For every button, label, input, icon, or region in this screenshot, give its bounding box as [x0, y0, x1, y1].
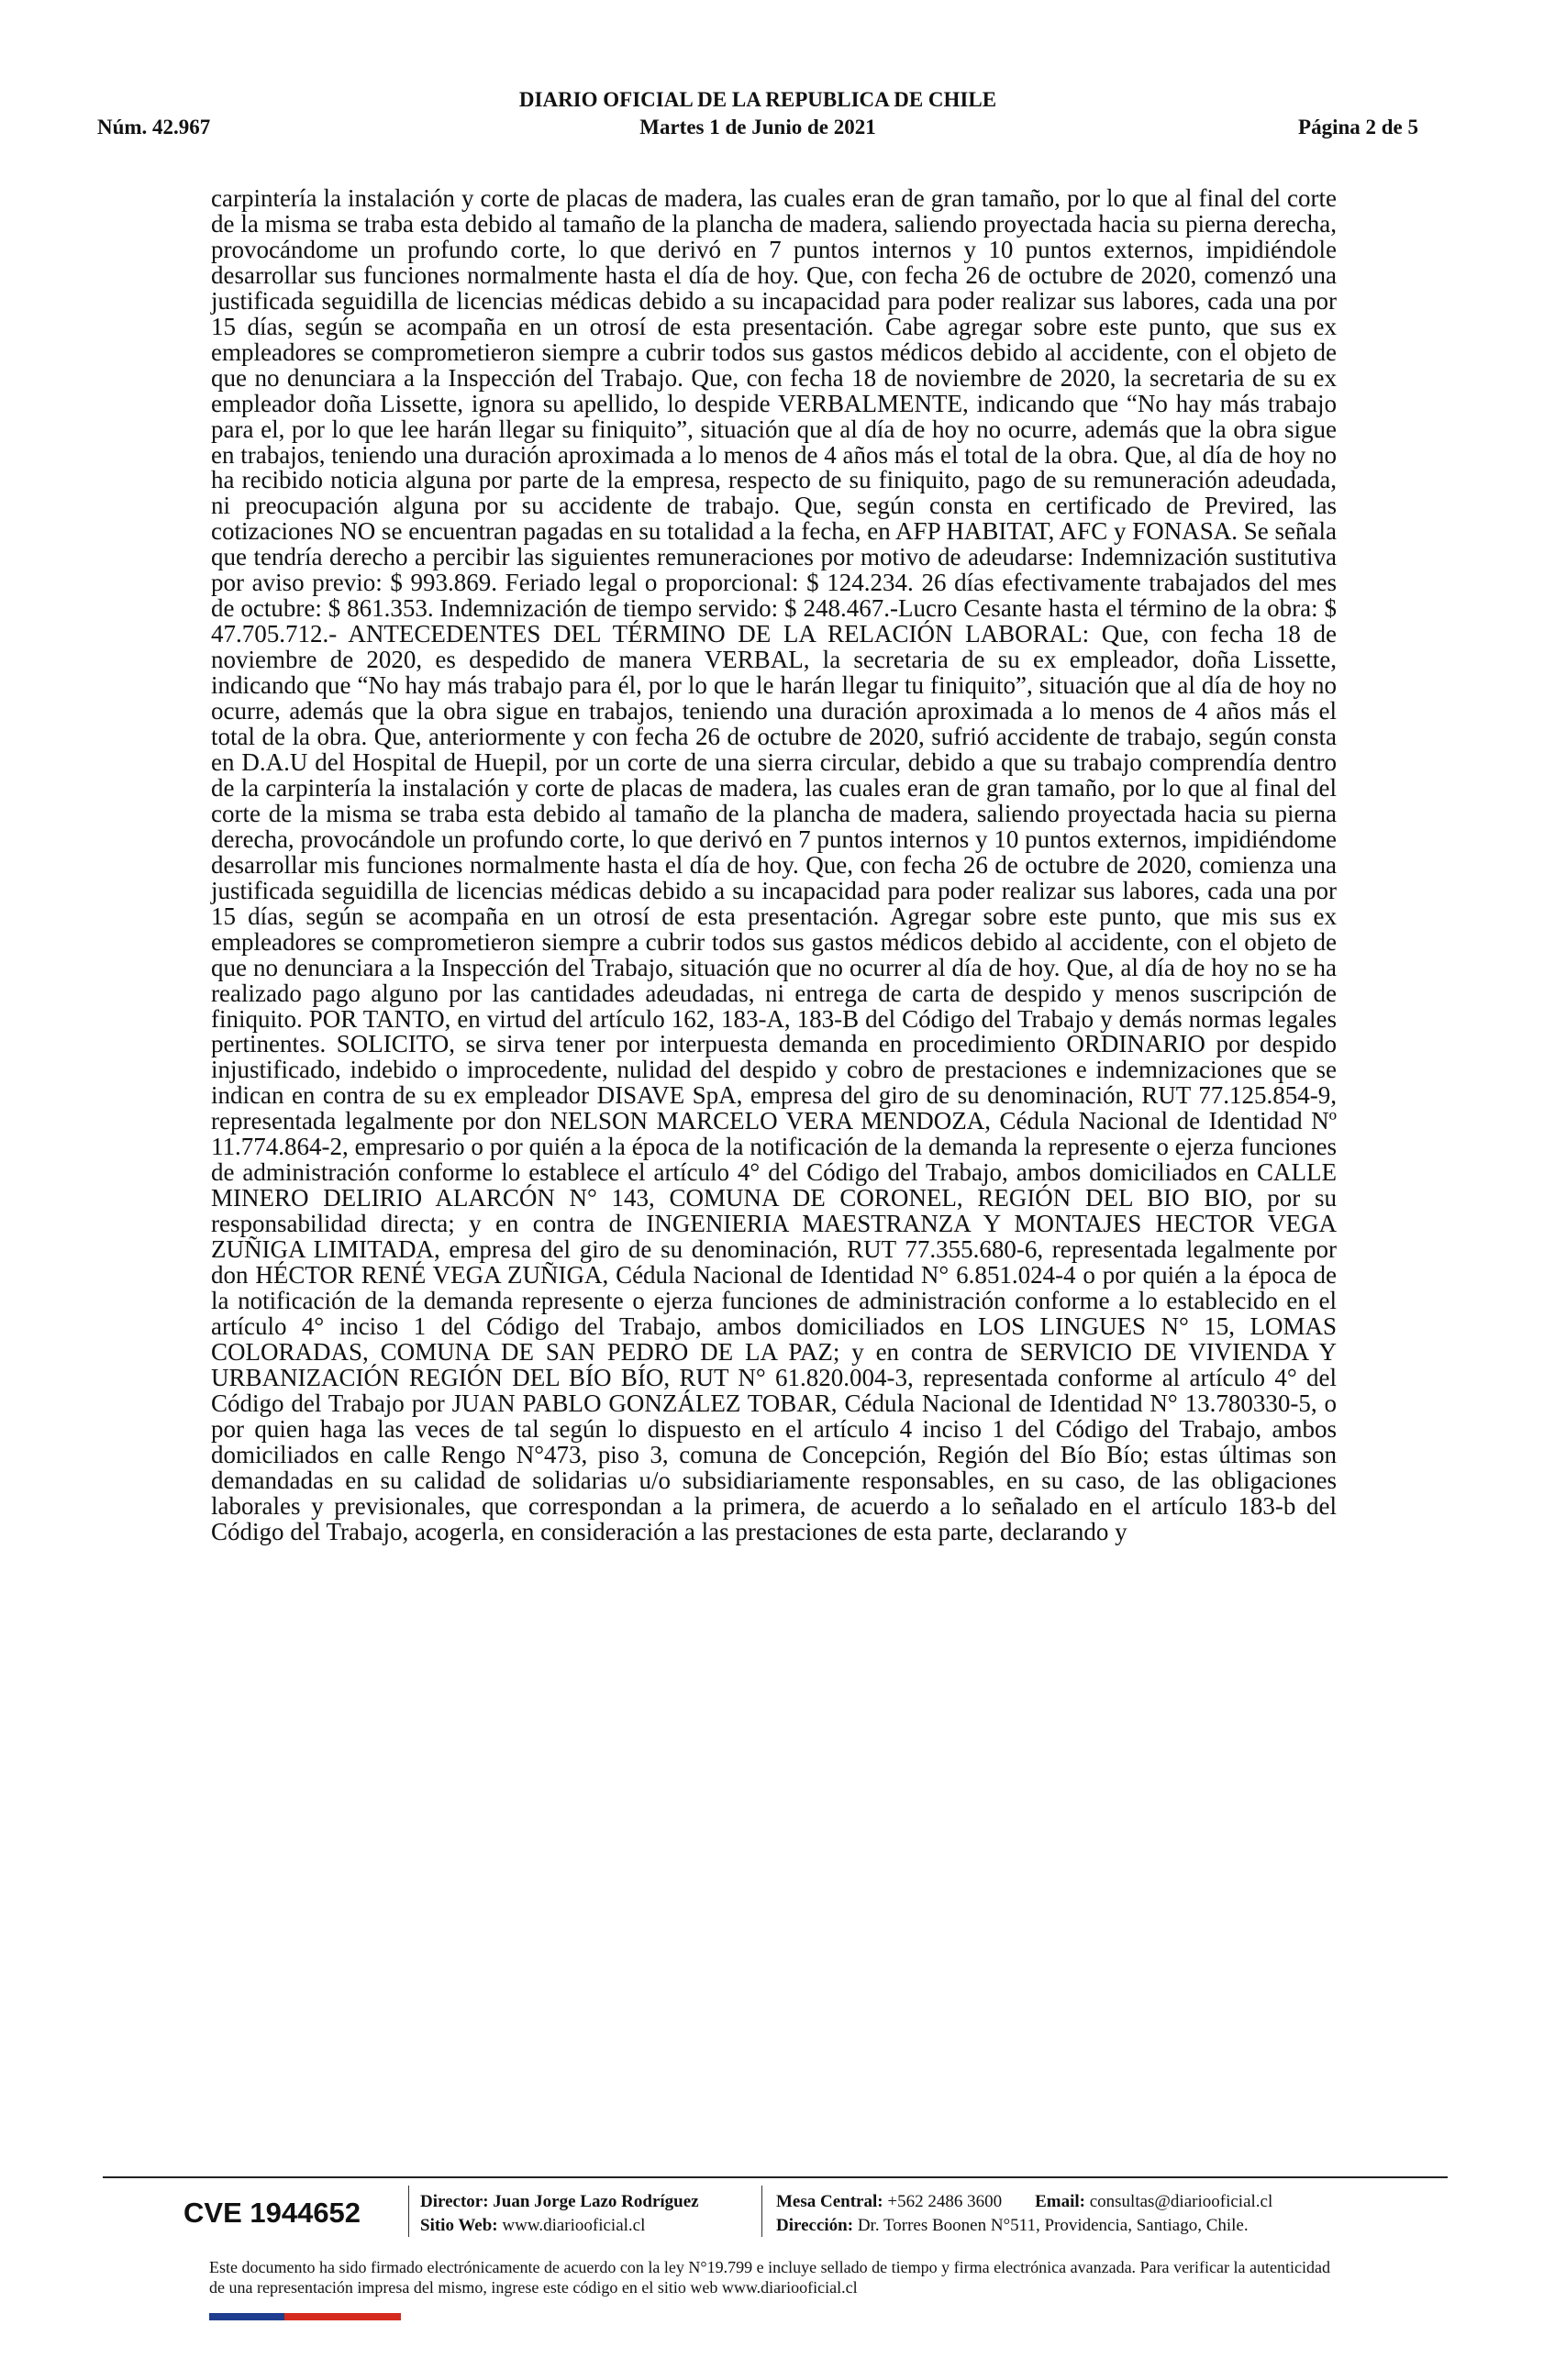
- document-body-text: carpintería la instalación y corte de placas de madera, las cuales eran de gran tamaño, por lo que al final del corte de la misma se traba esta debido al tamaño de la plancha de madera, saliendo proyectada hacia su pierna derecha, provocándome un profundo corte, lo que derivó en 7 puntos internos y 10 puntos externos, impidiéndole desarrollar sus funciones normalmente hasta el día de hoy. Que, con fecha 26 de octubre de 2020, comenzó una justificada seguidilla de licencias médicas debido a su incapacidad para poder realizar sus labores, cada una por 15 días, según se acompaña en un otrosí de esta presentación. Cabe agregar sobre este punto, que sus ex empleadores se comprometieron siempre a cubrir todos sus gastos médicos debido al accidente, con el objeto de que no denunciara a la Inspección del Trabajo. Que, con fecha 18 de noviembre de 2020, la secretaria de su ex empleador doña Lissette, ignora su apellido, lo despide VERBALMENTE, indicando que “No hay más trabajo para el, por lo que lee harán llegar su finiquito”, situación que al día de hoy no ocurre, además que la obra sigue en trabajos, teniendo una duración aproximada a lo menos de 4 años más el total de la obra. Que, al día de hoy no ha recibido noticia alguna por parte de la empresa, respecto de su finiquito, pago de su remuneración adeudada, ni preocupación alguna por su accidente de trabajo. Que, según consta en certificado de Previred, las cotizaciones NO se encuentran pagadas en su totalidad a la fecha, en AFP HABITAT, AFC y FONASA. Se señala que tendría derecho a percibir las siguientes remuneraciones por motivo de adeudarse: Indemnización sustitutiva por aviso previo: $ 993.869. Feriado legal o proporcional: $ 124.234. 26 días efectivamente trabajados del mes de octubre: $ 861.353. Indemnización de tiempo servido: $ 248.467.-Lucro Cesante hasta el término de la obra: $ 47.705.712.- ANTECEDENTES DEL TÉRMINO DE LA RELACIÓN LABORAL: Que, con fecha 18 de noviembre de 2020, es despedido de manera VERBAL, la secretaria de su ex empleador, doña Lissette, indicando que “No hay más trabajo para él, por lo que le harán llegar tu finiquito”, situación que al día de hoy no ocurre, además que la obra sigue en trabajos, teniendo una duración aproximada a lo menos de 4 años más el total de la obra. Que, anteriormente y con fecha 26 de octubre de 2020, sufrió accidente de trabajo, según consta en D.A.U del Hospital de Huepil, por un corte de una sierra circular, debido a que su trabajo comprendía dentro de la carpintería la instalación y corte de placas de madera, las cuales eran de gran tamaño, por lo que al final del corte de la misma se traba esta debido al tamaño de la plancha de madera, saliendo proyectada hacia su pierna derecha, provocándole un profundo corte, lo que derivó en 7 puntos internos y 10 puntos externos, impidiéndome desarrollar mis funciones normalmente hasta el día de hoy. Que, con fecha 26 de octubre de 2020, comienza una justificada seguidilla de licencias médicas debido a su incapacidad para poder realizar sus labores, cada una por 15 días, según se acompaña en un otrosí de esta presentación. Agregar sobre este punto, que mis sus ex empleadores se comprometieron siempre a cubrir todos sus gastos médicos debido al accidente, con el objeto de que no denunciara a la Inspección del Trabajo, situación que no ocurrer al día de hoy. Que, al día de hoy no se ha realizado pago alguno por las cantidades adeudadas, ni entrega de carta de despido y menos suscripción de finiquito. POR TANTO, en virtud del artículo 162, 183-A, 183-B del Código del Trabajo y demás normas legales pertinentes. SOLICITO, se sirva tener por interpuesta demanda en procedimiento ORDINARIO por despido injustificado, indebido o improcedente, nulidad del despido y cobro de prestaciones e indemnizaciones que se indican en contra de su ex empleador DISAVE SpA, empresa del giro de su denominación, RUT 77.125.854-9, representada legalmente por don NELSON MARCELO VERA MENDOZA, Cédula Nacional de Identidad Nº 11.774.864-2, empresario o por quién a la época de la notificación de la demanda la represente o ejerza funciones de administración conforme lo establece el artículo 4° del Código del Trabajo, ambos domiciliados en CALLE MINERO DELIRIO ALARCÓN N° 143, COMUNA DE CORONEL, REGIÓN DEL BIO BIO, por su responsabilidad directa; y en contra de INGENIERIA MAESTRANZA Y MONTAJES HECTOR VEGA ZUÑIGA LIMITADA, empresa del giro de su denominación, RUT 77.355.680-6, representada legalmente por don HÉCTOR RENÉ VEGA ZUÑIGA, Cédula Nacional de Identidad N° 6.851.024-4 o por quién a la época de la notificación de la demanda represente o ejerza funciones de administración conforme a lo establecido en el artículo 4° inciso 1 del Código del Trabajo, ambos domiciliados en LOS LINGUES N° 15, LOMAS COLORADAS, COMUNA DE SAN PEDRO DE LA PAZ; y en contra de SERVICIO DE VIVIENDA Y URBANIZACIÓN REGIÓN DEL BÍO BÍO, RUT N° 61.820.004-3, representada conforme al artículo 4° del Código del Trabajo por JUAN PABLO GONZÁLEZ TOBAR, Cédula Nacional de Identidad N° 13.780330-5, o por quien haga las veces de tal según lo dispuesto en el artículo 4 inciso 1 del Código del Trabajo, ambos domiciliados en calle Rengo N°473, piso 3, comuna de Concepción, Región del Bío Bío; estas últimas son demandadas en su calidad de solidarias u/o subsidiariamente responsables, en su caso, de las obligaciones laborales y previsionales, que correspondan a la primera, de acuerdo a lo señalado en el artículo 183-b del Código del Trabajo, acogerla, en consideración a las prestaciones de esta parte, declarando y: [211, 184, 1337, 1545]
- direccion-value: Dr. Torres Boonen N°511, Providencia, Santiago, Chile.: [857, 2216, 1249, 2235]
- signature-note: Este documento ha sido firmado electrónicamente de acuerdo con la ley N°19.799 e incluye sellado de tiempo y firma electrónica avanzada. Para verificar la autenticidad de una representación impresa del mismo, ingrese este código en el sitio web www.diariooficial.cl: [209, 2258, 1330, 2297]
- publication-date: Martes 1 de Junio de 2021: [639, 116, 876, 138]
- cve-code: CVE 1944652: [183, 2197, 361, 2229]
- footer-contact-block: [776, 2190, 1272, 2238]
- flag-blue-segment: [209, 2313, 284, 2320]
- mesa-phone: +562 2486 3600: [887, 2192, 1003, 2211]
- director-name: Juan Jorge Lazo Rodríguez: [493, 2192, 699, 2211]
- mesa-label: Mesa Central:: [776, 2192, 883, 2211]
- issue-number: Núm. 42.967: [97, 116, 211, 138]
- footer-director-block: [420, 2190, 699, 2238]
- footer-divider: [103, 2176, 1448, 2178]
- flag-red-segment: [284, 2313, 401, 2320]
- web-link[interactable]: www.diariooficial.cl: [502, 2216, 646, 2235]
- page-header: [97, 88, 1418, 143]
- director-label: Director:: [420, 2192, 489, 2211]
- footer-separator: [761, 2186, 762, 2237]
- page-number: Página 2 de 5: [1298, 116, 1418, 138]
- direccion-label: Dirección:: [776, 2216, 854, 2235]
- email-link[interactable]: consultas@diariooficial.cl: [1089, 2192, 1273, 2211]
- footer-separator: [408, 2186, 409, 2237]
- publication-title: DIARIO OFICIAL DE LA REPUBLICA DE CHILE: [518, 88, 997, 111]
- web-label: Sitio Web:: [420, 2216, 498, 2235]
- email-label: Email:: [1035, 2192, 1085, 2211]
- flag-stripe: [209, 2313, 401, 2320]
